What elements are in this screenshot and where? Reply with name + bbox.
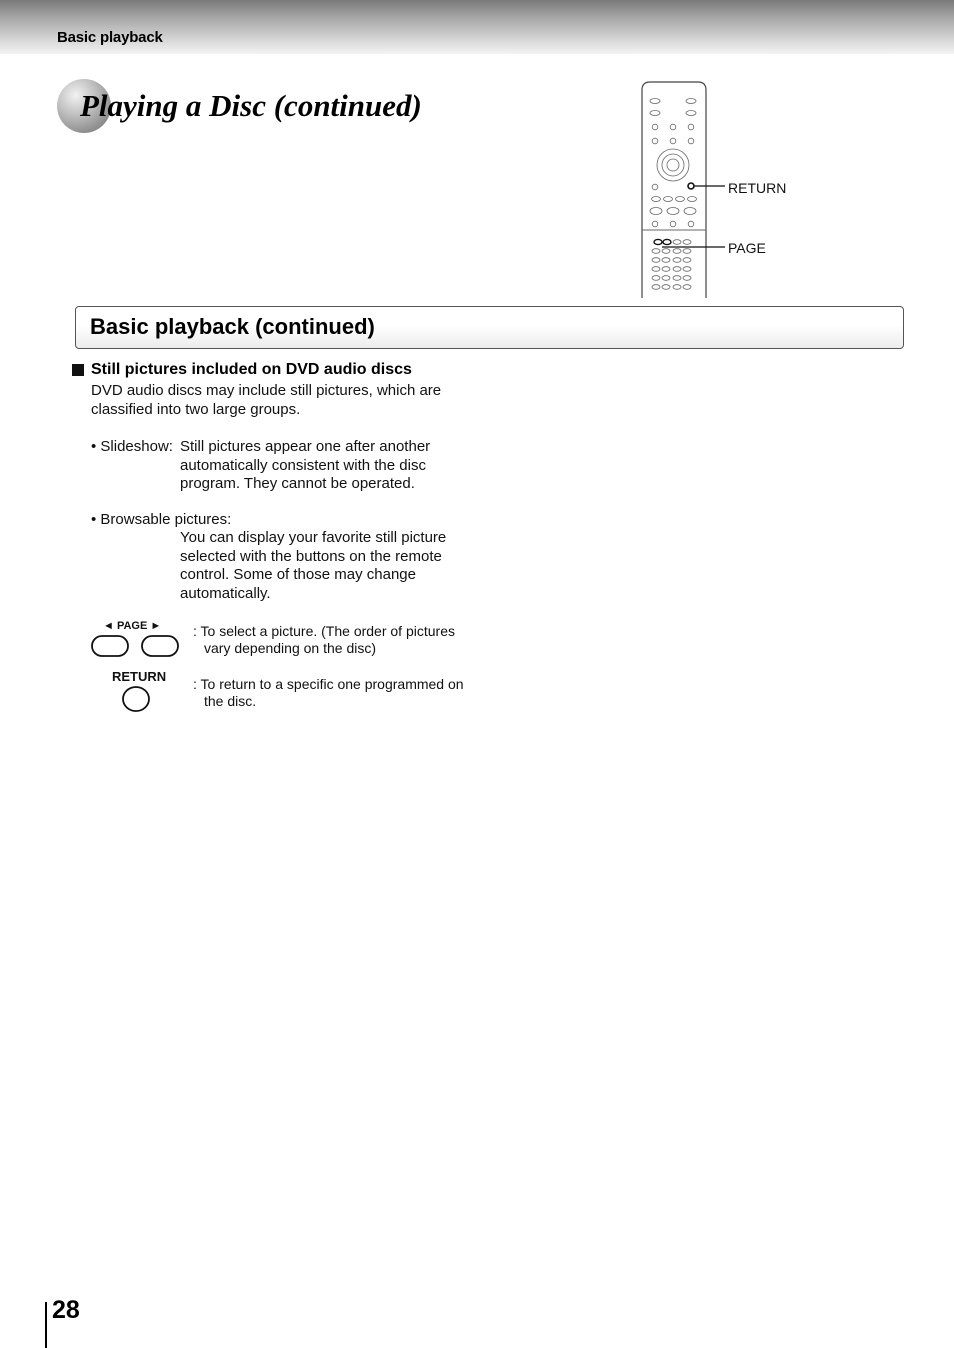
remote-page-label: PAGE	[728, 240, 766, 256]
remote-illustration	[636, 80, 826, 300]
remote-return-label: RETURN	[728, 180, 787, 196]
return-key-description: : To return to a specific one programmed on the disc.	[193, 676, 464, 709]
return-button-label: RETURN	[112, 669, 167, 684]
page-buttons-icon	[90, 634, 182, 660]
page-key-description: : To select a picture. (The order of pictures vary depending on the disc)	[193, 623, 455, 656]
section-title: Basic playback (continued)	[90, 314, 375, 339]
intro-paragraph: DVD audio discs may include still pictures, which are classified into two large groups.	[91, 382, 442, 418]
slideshow-description: Still pictures appear one after another automatically consistent with the disc program. They cannot be operated.	[180, 438, 431, 493]
page-number-rule	[45, 1302, 47, 1348]
page-buttons-label: ◄ PAGE ►	[103, 620, 162, 632]
header-section-label: Basic playback	[57, 29, 163, 46]
bullet-square-icon	[72, 364, 84, 376]
page-number: 28	[52, 1296, 80, 1324]
slideshow-term: • Slideshow:	[91, 438, 173, 455]
return-button-icon	[120, 685, 154, 715]
section-header-box	[75, 306, 904, 349]
browsable-term: • Browsable pictures:	[91, 511, 232, 528]
browsable-description: You can display your favorite still picture selected with the buttons on the remote control. Some of those may change automatically.	[180, 529, 447, 603]
page-title: Playing a Disc (continued)	[80, 88, 422, 123]
subheading: Still pictures included on DVD audio discs	[91, 361, 412, 378]
